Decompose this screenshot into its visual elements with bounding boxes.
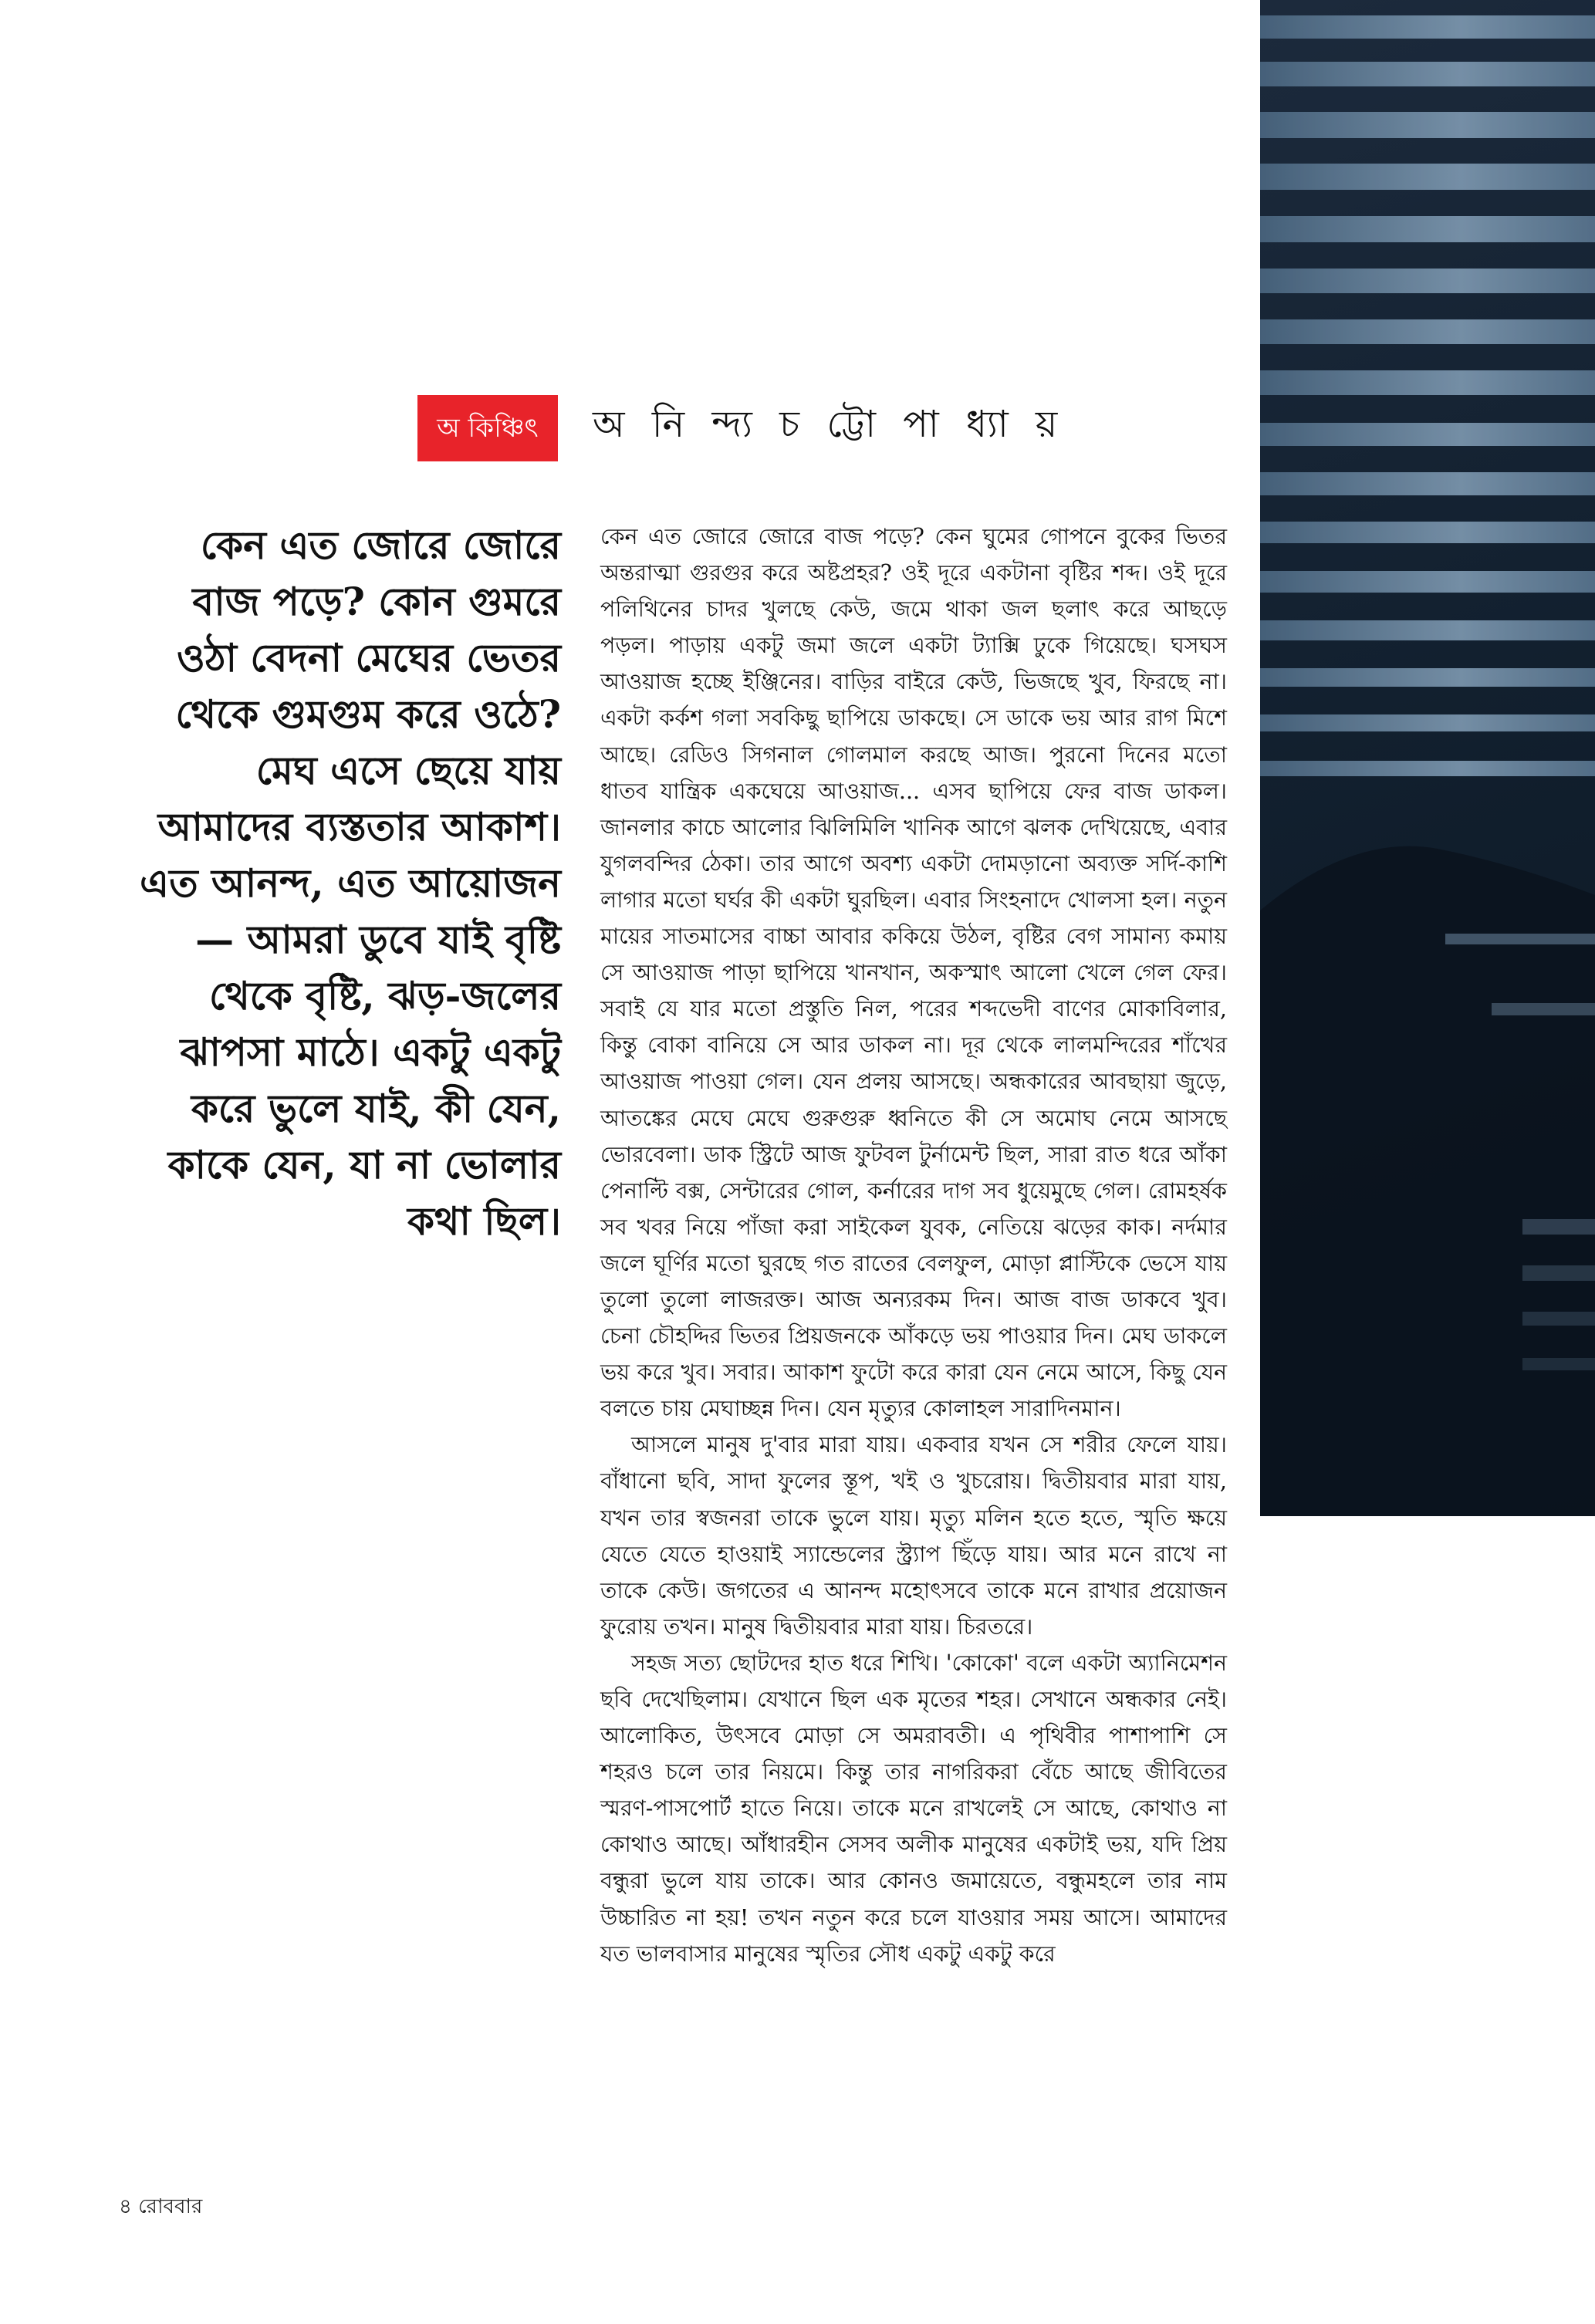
blinds-illustration	[1260, 0, 1595, 1516]
author-byline: অ নি ন্দ্য চ ট্টো পা ধ্যা য়	[593, 403, 1066, 446]
body-paragraph: কেন এত জোরে জোরে বাজ পড়ে? কেন ঘুমের গোপনে বুকের ভিতর অন্তরাত্মা গুরগুর করে অষ্টপ্রহর? ওই দূরে একটানা বৃষ্টির শব্দ। ওই দূরে পলিথিনের চাদর খুলছে কেউ, জমে থাকা জল ছলাৎ করে আছড়ে পড়ল। পাড়ায় একটু জমা জলে একটা ট্যাক্সি ঢুকে গিয়েছে। ঘসঘস আওয়াজ হচ্ছে ইঞ্জিনের। বাড়ির বাইরে কেউ, ভিজছে খুব, ফিরছে না। একটা কর্কশ গলা সবকিছু ছাপিয়ে ডাকছে। সে ডাকে ভয় আর রাগ মিশে আছে। রেডিও সিগনাল গোলমাল করছে আজ। পুরনো দিনের মতো ধাতব যান্ত্রিক একঘেয়ে আওয়াজ... এসব ছাপিয়ে ফের বাজ ডাকল। জানলার কাচে আলোর ঝিলিমিলি খানিক আগে ঝলক দেখিয়েছে, এবার যুগলবন্দির ঠেকা। তার আগে অবশ্য একটা দোমড়ানো অব্যক্ত সর্দি-কাশি লাগার মতো ঘর্ঘর কী একটা ঘুরছিল। এবার সিংহনাদে খোলসা হল। নতুন মায়ের সাতমাসের বাচ্চা আবার ককিয়ে উঠল, বৃষ্টির বেগ সামান্য কমায় সে আওয়াজ পাড়া ছাপিয়ে খানখান, অকস্মাৎ আলো খেলে গেল ফের। সবাই যে যার মতো প্রস্তুতি নিল, পরের শব্দভেদী বাণের মোকাবিলার, কিন্তু বোকা বানিয়ে সে আর ডাকল না। দূর থেকে লালমন্দিরের শাঁখের আওয়াজ পাওয়া গেল। যেন প্রলয় আসছে। অন্ধকারের আবছায়া জুড়ে, আতঙ্কের মেঘে মেঘে গুরুগুরু ধ্বনিতে কী সে অমোঘ নেমে আসছে ভোরবেলা। ডাক স্ট্রিটে আজ ফুটবল টুর্নামেন্ট ছিল, সারা রাত ধরে আঁকা পেনাল্টি বক্স, সেন্টারের গোল, কর্নারের দাগ সব ধুয়েমুছে গেল। রোমহর্ষক সব খবর নিয়ে পাঁজা করা সাইকেল যুবক, নেতিয়ে ঝড়ের কাক। নর্দমার জলে ঘূর্ণির মতো ঘুরছে গত রাতের বেলফুল, মোড়া প্লাস্টিকে ভেসে যায় তুলো তুলো লাজরক্ত। আজ অন্যরকম দিন। আজ বাজ ডাকবে খুব। চেনা চৌহদ্দির ভিতর প্রিয়জনকে আঁকড়ে ভয় পাওয়ার দিন। মেঘ ডাকলে ভয় করে খুব। সবার। আকাশ ফুটো করে কারা যেন নেমে আসে, কিছু যেন বলতে চায় মেঘাচ্ছন্ন দিন। যেন মৃত্যুর কোলাহল সারাদিনমান।	[600, 524, 1227, 1422]
cover-photo-window-blinds	[1260, 0, 1595, 1516]
body-paragraph: সহজ সত্য ছোটদের হাত ধরে শিখি। 'কোকো' বলে একটা অ্যানিমেশন ছবি দেখেছিলাম। যেখানে ছিল এক মৃতের শহর। সেখানে অন্ধকার নেই। আলোকিত, উৎসবে মোড়া সে অমরাবতী। এ পৃথিবীর পাশাপাশি সে শহরও চলে তার নিয়মে। কিন্তু তার নাগরিকরা বেঁচে আছে জীবিতের স্মরণ-পাসপোর্ট হাতে নিয়ে। তাকে মনে রাখলেই সে আছে, কোথাও না কোথাও আছে। আঁধারহীন সেসব অলীক মানুষের একটাই ভয়, যদি প্রিয় বন্ধুরা ভুলে যায় তাকে। আর কোনও জমায়েতে, বন্ধুমহলে তার নাম উচ্চারিত না হয়! তখন নতুন করে চলে যাওয়ার সময় আসে। আমাদের যত ভালবাসার মানুষের স্মৃতির সৌধ একটু একটু করে	[600, 1650, 1227, 1967]
pull-quote: কেন এত জোরে জোরে বাজ পড়ে? কোন গুমরে ওঠা বেদনা মেঘের ভেতর থেকে গুমগুম করে ওঠে? মেঘ এসে ছেয়ে যায় আমাদের ব্যস্ততার আকাশ। এত আনন্দ, এত আয়োজন— আমরা ডুবে যাই বৃষ্টি থেকে বৃষ্টি, ঝড়-জলের ঝাপসা মাঠে। একটু একটু করে ভুলে যাই, কী যেন, কাকে যেন, যা না ভোলার কথা ছিল।	[140, 522, 561, 1244]
column-tag: অ কিঞ্চিৎ	[417, 395, 558, 461]
page-folio: ৪ রোববার	[119, 2195, 203, 2218]
article-body	[600, 519, 1227, 1972]
body-paragraph: আসলে মানুষ দু'বার মারা যায়। একবার যখন সে শরীর ফেলে যায়। বাঁধানো ছবি, সাদা ফুলের স্তূপ, খই ও খুচরোয়। দ্বিতীয়বার মারা যায়, যখন তার স্বজনরা তাকে ভুলে যায়। মৃত্যু মলিন হতে হতে, স্মৃতি ক্ষয়ে যেতে যেতে হাওয়াই স্যান্ডেলের স্ট্র্যাপ ছিঁড়ে যায়। আর মনে রাখে না তাকে কেউ। জগতের এ আনন্দ মহোৎসবে তাকে মনে রাখার প্রয়োজন ফুরোয় তখন। মানুষ দ্বিতীয়বার মারা যায়। চিরতরে।	[600, 1432, 1227, 1640]
